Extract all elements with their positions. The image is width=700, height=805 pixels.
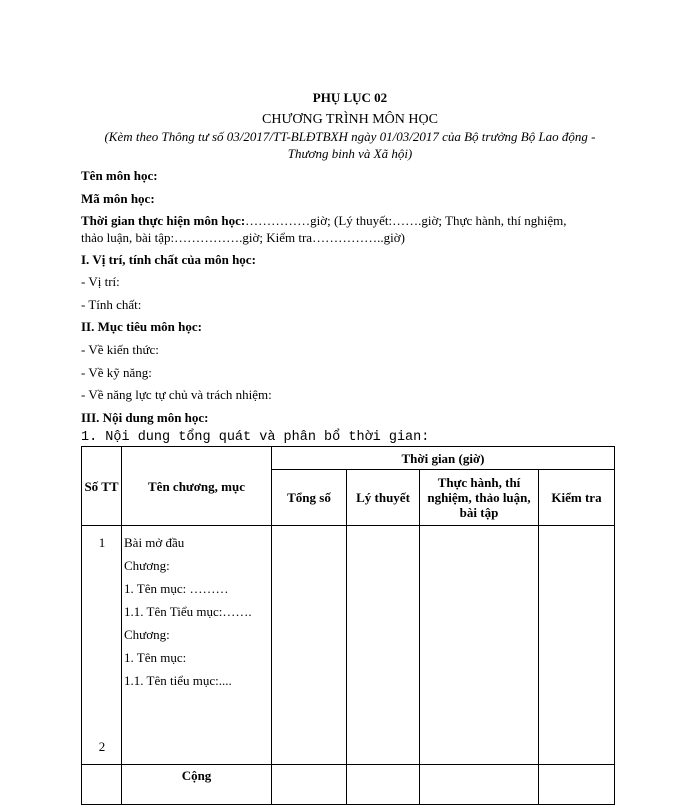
footer-theory-cell	[347, 765, 420, 805]
subject-code-label: Mã môn học:	[81, 191, 155, 206]
header-chapter: Tên chương, mục	[122, 447, 272, 526]
test-cell	[539, 526, 615, 765]
duration-details: ……………giờ; (Lý thuyết:…….giờ; Thực hành, thí nghiệm,	[245, 213, 567, 228]
position-item: - Vị trí:	[81, 274, 120, 289]
section-1-heading: I. Vị trí, tính chất của môn học:	[81, 252, 256, 267]
content-line: 1.1. Tên tiểu mục:....	[124, 673, 232, 688]
content-line: Bài mở đầu	[124, 535, 185, 550]
content-line: Chương:	[124, 558, 170, 573]
content-line: Chương:	[124, 627, 170, 642]
header-test: Kiểm tra	[539, 470, 615, 526]
duration-line1	[81, 213, 567, 229]
content-line: 1.1. Tên Tiểu mục:…….	[124, 604, 252, 619]
header-time-group: Thời gian (giờ)	[272, 447, 615, 470]
total-cell	[272, 526, 347, 765]
duration-label: Thời gian thực hiện môn học:	[81, 213, 246, 228]
row-number: 2	[98, 739, 106, 754]
row-number: 1	[98, 535, 106, 550]
theory-cell	[347, 526, 420, 765]
section-2-heading: II. Mục tiêu môn học:	[81, 319, 202, 334]
skills-item: - Về kỹ năng:	[81, 365, 152, 380]
footer-total-label: Cộng	[122, 765, 272, 805]
footer-no-cell	[82, 765, 122, 805]
chapter-content-cell	[122, 526, 272, 765]
header-no: Số TT	[82, 447, 122, 526]
footer-test-cell	[539, 765, 615, 805]
content-line: 1. Tên mục: ………	[124, 581, 229, 596]
document-subtitle-line2: Thương binh và Xã hội)	[287, 146, 413, 161]
nature-item: - Tính chất:	[81, 297, 142, 312]
header-practice: Thực hành, thí nghiệm, thảo luận, bài tập	[420, 470, 539, 526]
autonomy-item: - Về năng lực tự chủ và trách nhiệm:	[81, 387, 272, 402]
practice-cell	[420, 526, 539, 765]
time-allocation-table	[81, 446, 615, 805]
appendix-label: PHỤ LỤC 02	[312, 90, 388, 105]
content-line: 1. Tên mục:	[124, 650, 187, 665]
duration-line2: thảo luận, bài tập:…………….giờ; Kiểm tra……………..giờ)	[81, 230, 405, 245]
footer-practice-cell	[420, 765, 539, 805]
document-title: CHƯƠNG TRÌNH MÔN HỌC	[262, 112, 438, 127]
section-3-subheading: 1. Nội dung tổng quát và phân bổ thời gian:	[81, 430, 430, 445]
knowledge-item: - Về kiến thức:	[81, 342, 159, 357]
header-theory: Lý thuyết	[347, 470, 420, 526]
header-total: Tổng số	[272, 470, 347, 526]
footer-total-cell	[272, 765, 347, 805]
section-3-heading: III. Nội dung môn học:	[81, 410, 209, 425]
subject-name-label: Tên môn học:	[81, 168, 158, 183]
row-number-cell	[82, 526, 122, 765]
document-subtitle-line1: (Kèm theo Thông tư số 03/2017/TT-BLĐTBXH ngày 01/03/2017 của Bộ trưởng Bộ Lao động -	[104, 129, 596, 144]
